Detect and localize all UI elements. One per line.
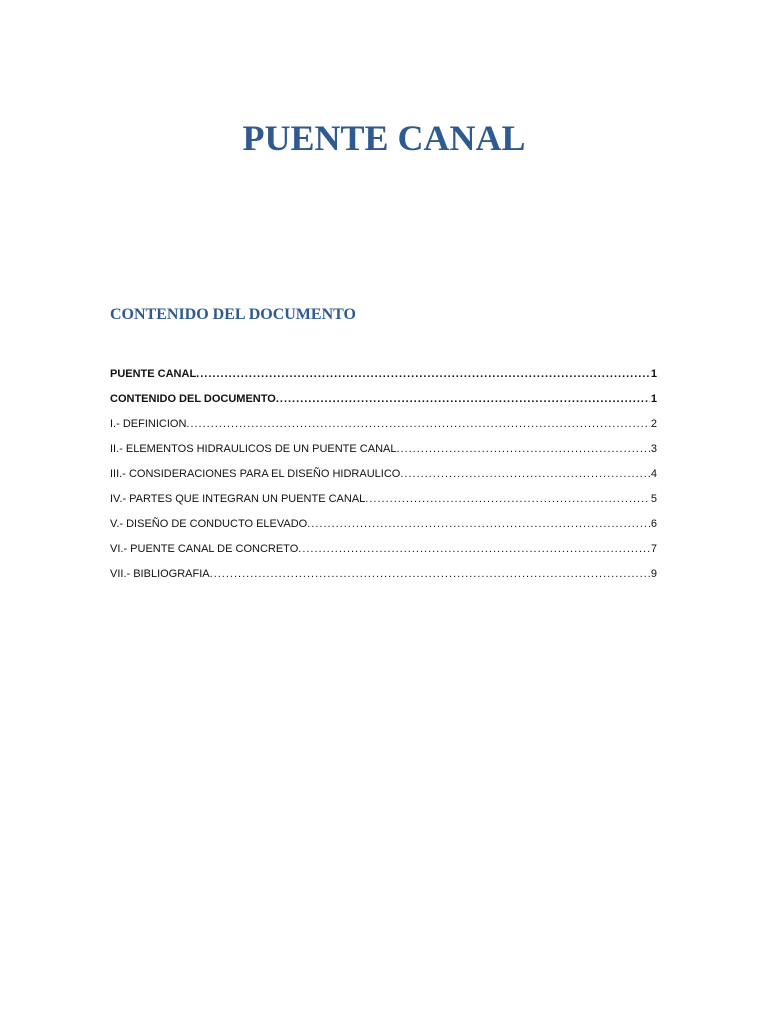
toc-entry-definicion[interactable] (110, 412, 657, 437)
toc-dot-leader (196, 362, 650, 387)
toc-entry-label: III.- CONSIDERACIONES PARA EL DISEÑO HIDRAULICO (110, 468, 401, 480)
toc-dot-leader (365, 487, 650, 512)
toc-dot-leader (210, 562, 650, 587)
toc-entry-consideraciones[interactable] (110, 462, 657, 487)
toc-entry-label: VII.- BIBLIOGRAFIA (110, 568, 210, 580)
toc-entry-label: IV.- PARTES QUE INTEGRAN UN PUENTE CANAL (110, 493, 366, 505)
toc-dot-leader (400, 462, 650, 487)
toc-entry-label: PUENTE CANAL (110, 368, 197, 380)
toc-dot-leader (276, 387, 650, 412)
toc-dot-leader (186, 412, 649, 437)
toc-page-number: 3 (650, 443, 657, 455)
toc-page-number: 4 (650, 468, 657, 480)
toc-entry-contenido[interactable] (110, 387, 657, 412)
toc-page-number: 7 (650, 543, 657, 555)
toc-page-number: 2 (650, 418, 657, 430)
toc-page-number: 6 (650, 518, 657, 530)
toc-entry-diseno-conducto[interactable] (110, 512, 657, 537)
table-of-contents (110, 362, 657, 587)
toc-entry-puente-concreto[interactable] (110, 537, 657, 562)
toc-page-number: 5 (650, 493, 657, 505)
toc-entry-bibliografia[interactable] (110, 562, 657, 587)
toc-page-number: 1 (650, 368, 657, 380)
toc-entry-label: V.- DISEÑO DE CONDUCTO ELEVADO (110, 518, 308, 530)
toc-dot-leader (307, 512, 650, 537)
toc-heading: CONTENIDO DEL DOCUMENTO (110, 306, 356, 323)
toc-entry-label: CONTENIDO DEL DOCUMENTO (110, 393, 276, 405)
toc-dot-leader (298, 537, 650, 562)
toc-entry-partes[interactable] (110, 487, 657, 512)
toc-entry-label: VI.- PUENTE CANAL DE CONCRETO (110, 543, 299, 555)
toc-entry-label: I.- DEFINICION (110, 418, 187, 430)
toc-entry-label: II.- ELEMENTOS HIDRAULICOS DE UN PUENTE CANAL (110, 443, 397, 455)
toc-page-number: 1 (650, 393, 657, 405)
toc-entry-puente-canal[interactable] (110, 362, 657, 387)
toc-dot-leader (396, 437, 649, 462)
document-title: PUENTE CANAL (242, 118, 526, 158)
toc-entry-elementos-hidraulicos[interactable] (110, 437, 657, 462)
toc-page-number: 9 (650, 568, 657, 580)
